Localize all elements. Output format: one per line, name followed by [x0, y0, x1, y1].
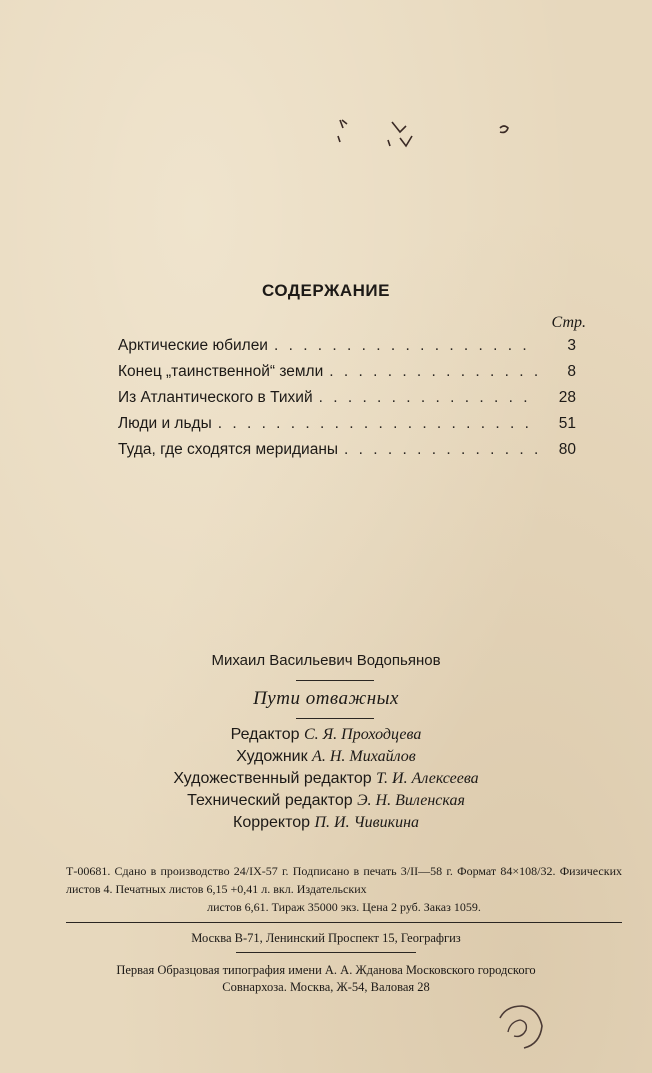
credit-role: Технический редактор: [187, 792, 353, 809]
printer-line: Первая Образцовая типография имени А. А. Жданова Московского городского: [116, 963, 536, 977]
toc-entry-title: Конец „таинственной“ земли: [118, 363, 324, 380]
handwritten-marks: [330, 110, 530, 150]
author-name: Михаил Васильевич Водопьянов: [211, 652, 441, 669]
toc-entry: [118, 441, 576, 467]
imprint-line: листов 6,61. Тираж 35000 экз. Цена 2 руб. Заказ 1059.: [207, 900, 481, 914]
credit-line: [0, 748, 652, 770]
toc-leader-dots: [344, 441, 538, 459]
toc-list: [118, 337, 576, 467]
credit-line: [0, 814, 652, 836]
toc-leader-dots: [329, 363, 538, 381]
divider: [296, 718, 374, 719]
printer-line: Совнархоза. Москва, Ж-54, Валовая 28: [222, 980, 430, 994]
credit-name: А. Н. Михайлов: [312, 748, 416, 765]
toc-entry: [118, 389, 576, 415]
credit-line: [0, 770, 652, 792]
divider: [66, 922, 622, 923]
toc-leader-dots: [319, 389, 538, 407]
credits-list: [0, 726, 652, 836]
divider: [296, 680, 374, 681]
toc-entry-title: Люди и льды: [118, 415, 212, 432]
handwritten-mark-icon: [490, 998, 550, 1056]
toc-entry-page: 28: [558, 389, 576, 406]
book-title: Пути отважных: [253, 688, 399, 709]
credit-line: [0, 726, 652, 748]
printer-info: [0, 962, 652, 996]
toc-leader-dots: [218, 415, 538, 433]
toc-entry: [118, 337, 576, 363]
toc-entry-title: Арктические юбилеи: [118, 337, 268, 354]
toc-entry: [118, 415, 576, 441]
credit-name: Э. Н. Виленская: [357, 792, 465, 809]
credit-name: Т. И. Алексеева: [376, 770, 479, 787]
credit-line: [0, 792, 652, 814]
toc-entry-page: 80: [558, 441, 576, 458]
credit-role: Редактор: [230, 726, 300, 743]
toc-entry-page: 8: [567, 363, 576, 380]
credit-role: Художник: [236, 748, 308, 765]
toc-entry: [118, 363, 576, 389]
divider: [236, 952, 416, 953]
credit-name: П. И. Чивикина: [314, 814, 419, 831]
toc-title: СОДЕРЖАНИЕ: [262, 281, 390, 300]
toc-entry-page: 3: [567, 337, 576, 354]
credit-role: Художественный редактор: [173, 770, 372, 787]
imprint-block: [66, 862, 622, 916]
credit-role: Корректор: [233, 814, 311, 831]
imprint-line: Т-00681. Сдано в производство 24/IX-57 г. Подписано в печать 3/II—58 г. Формат 84×108/32. Физических листов 4. Печатных листов 6,15 +0,41 л. вкл. Издательских: [66, 864, 622, 896]
toc-entry-page: 51: [558, 415, 576, 432]
toc-leader-dots: [274, 337, 538, 355]
toc-page-column-header: Стр.: [551, 314, 586, 331]
toc-entry-title: Из Атлантического в Тихий: [118, 389, 313, 406]
credit-name: С. Я. Проходцева: [303, 726, 422, 743]
toc-entry-title: Туда, где сходятся меридианы: [118, 441, 339, 458]
publisher-address: Москва В-71, Ленинский Проспект 15, Географгиз: [191, 931, 461, 945]
